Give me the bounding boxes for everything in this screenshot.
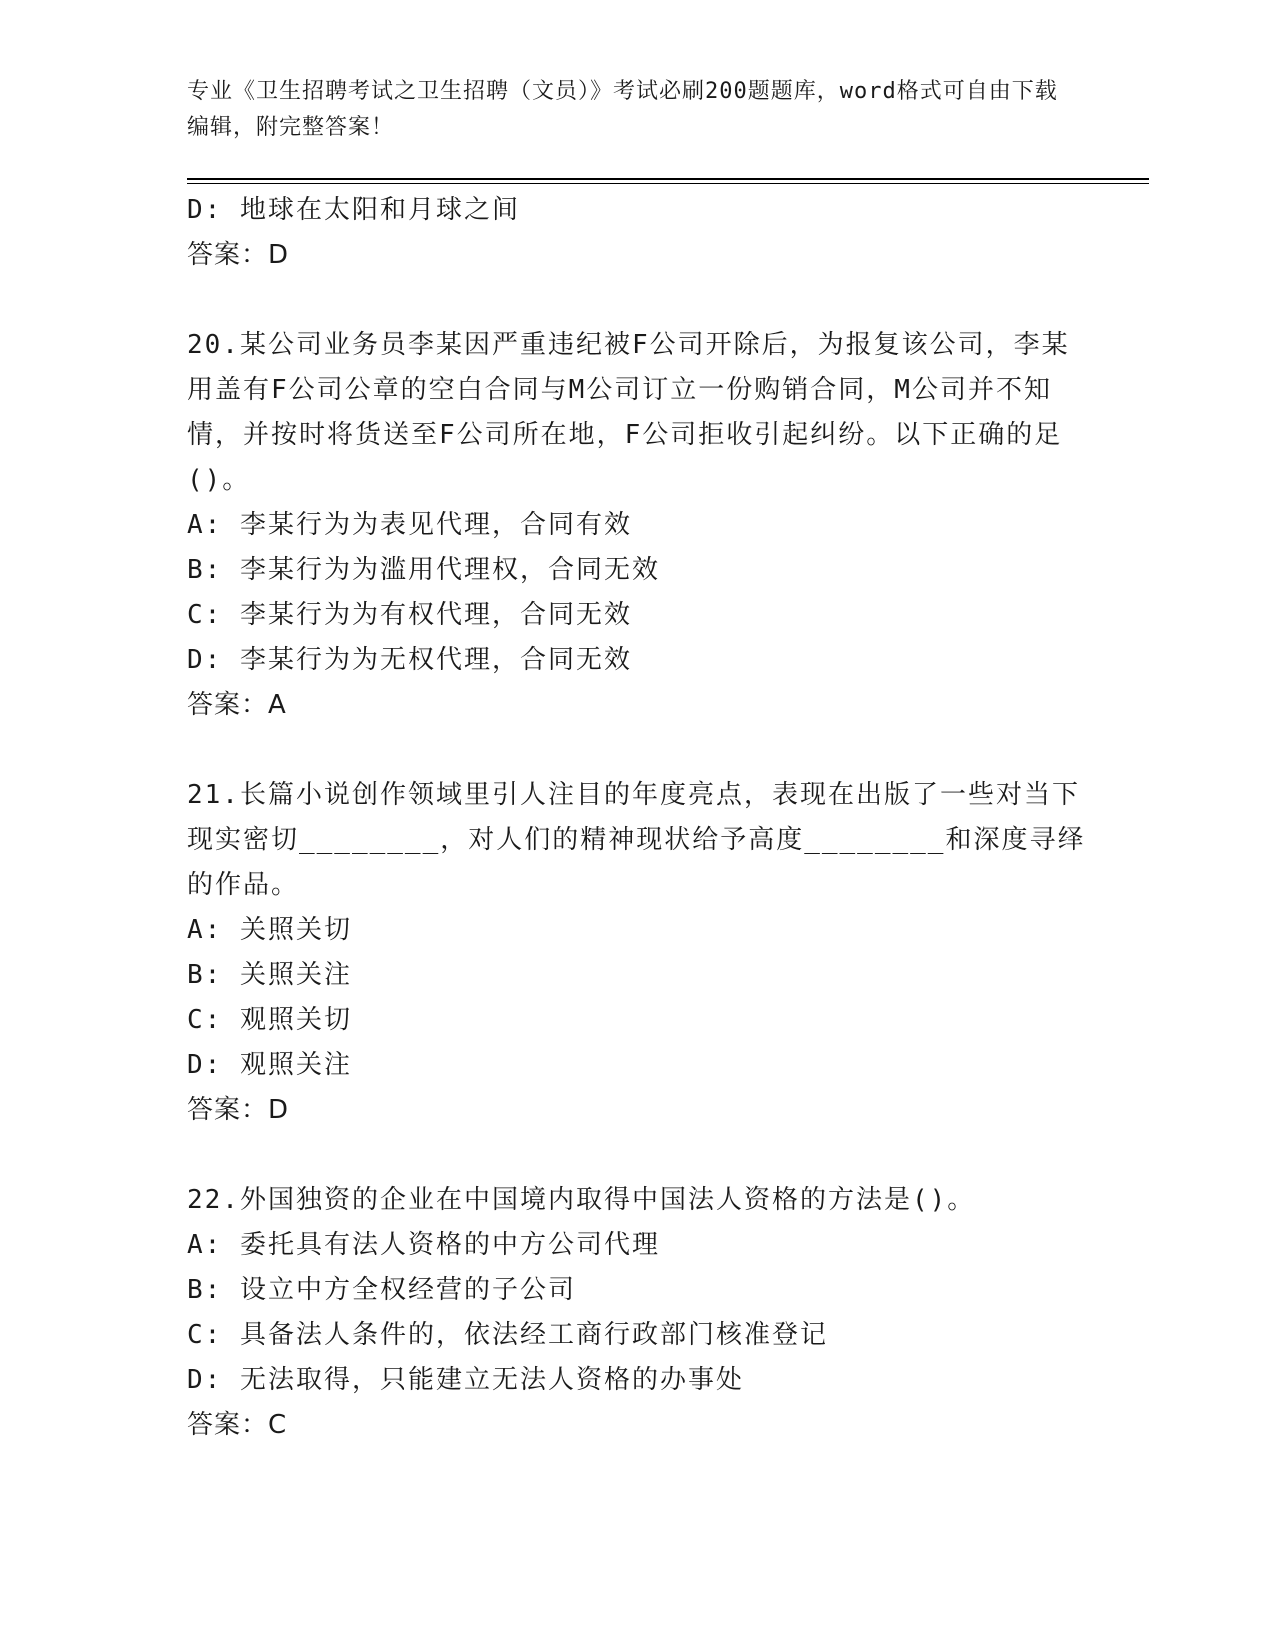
question-21 (187, 773, 1087, 1133)
option-c: C: 具备法人条件的，依法经工商行政部门核准登记 (187, 1320, 828, 1350)
option-c: C: 观照关切 (187, 1005, 352, 1035)
question-stem: 21.长篇小说创作领域里引人注目的年度亮点，表现在出版了一些对当下现实密切________，对人们的精神现状给予高度________和深度寻绎的作品。 (187, 780, 1086, 900)
document-title: 专业《卫生招聘考试之卫生招聘（文员）》考试必刷200题题库，word格式可自由下载编辑，附完整答案！ (187, 79, 1058, 140)
option-d: D: 观照关注 (187, 1050, 352, 1080)
answer-line: 答案：C (187, 1410, 288, 1440)
option-b: B: 设立中方全权经营的子公司 (187, 1275, 576, 1305)
question-20 (187, 323, 1087, 728)
question-stem: 20.某公司业务员李某因严重违纪被F公司开除后，为报复该公司，李某用盖有F公司公章的空白合同与M公司订立一份购销合同，M公司并不知情，并按时将货送至F公司所在地，F公司拒收引起纠纷。以下正确的足()。 (187, 330, 1070, 495)
question-stem: 22.外国独资的企业在中国境内取得中国法人资格的方法是()。 (187, 1185, 976, 1215)
option-b: B: 关照关注 (187, 960, 352, 990)
option-b: B: 李某行为为滥用代理权，合同无效 (187, 555, 660, 585)
document-header (187, 74, 1067, 146)
option-d: D: 地球在太阳和月球之间 (187, 195, 520, 225)
carryover-question (187, 188, 1087, 278)
answer-line: 答案：D (187, 1095, 290, 1125)
option-a: A: 关照关切 (187, 915, 352, 945)
option-c: C: 李某行为为有权代理，合同无效 (187, 600, 632, 630)
option-a: A: 李某行为为表见代理，合同有效 (187, 510, 632, 540)
answer-line: 答案：A (187, 690, 287, 720)
option-d: D: 无法取得，只能建立无法人资格的办事处 (187, 1365, 744, 1395)
header-divider (187, 178, 1149, 184)
question-22 (187, 1178, 1087, 1448)
answer-line: 答案：D (187, 240, 290, 270)
question-list (187, 188, 1087, 1448)
option-d: D: 李某行为为无权代理，合同无效 (187, 645, 632, 675)
option-a: A: 委托具有法人资格的中方公司代理 (187, 1230, 660, 1260)
